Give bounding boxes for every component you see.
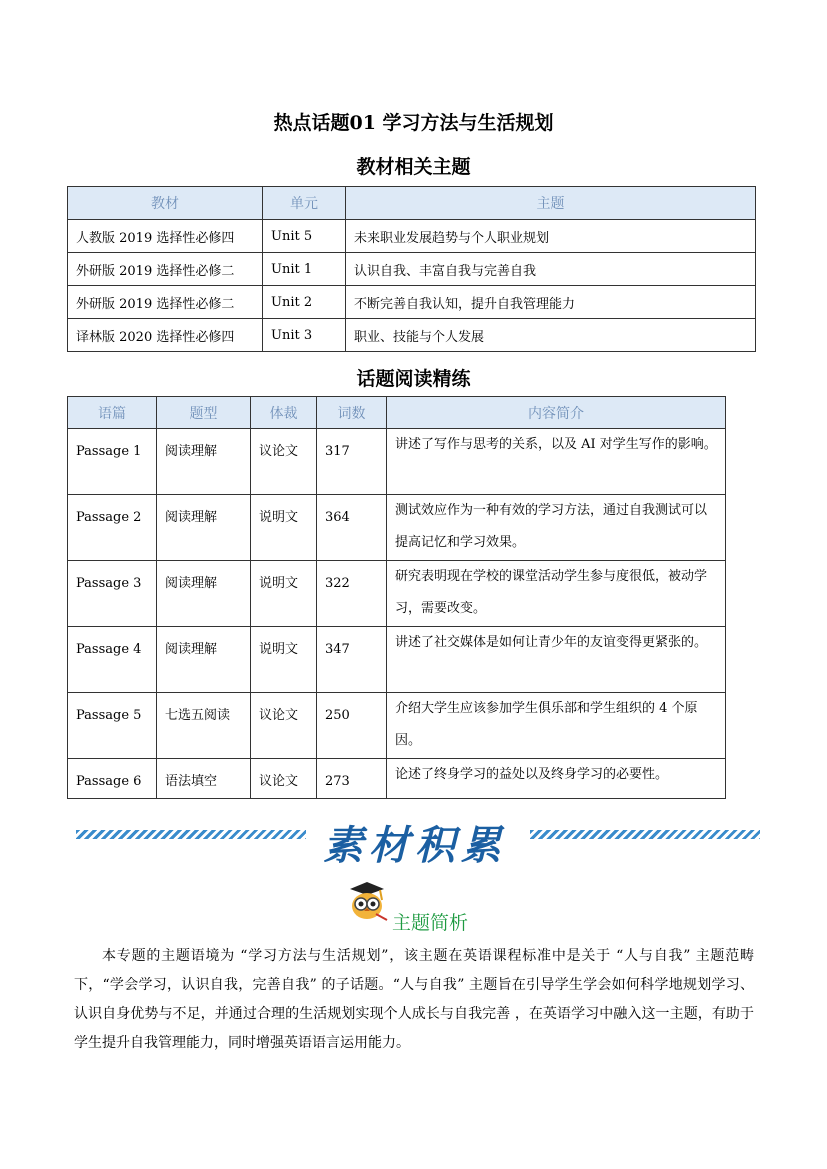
header-cell: 教材 (68, 187, 263, 220)
page-title: 热点话题01 学习方法与生活规划 (273, 112, 554, 134)
header-cell: 体裁 (251, 397, 317, 429)
table-row (68, 495, 726, 561)
table-cell: Unit 2 (263, 286, 346, 319)
table-cell: 讲述了社交媒体是如何让青少年的友谊变得更紧张的。 (387, 627, 726, 693)
table-row (68, 693, 726, 759)
table-cell: 论述了终身学习的益处以及终身学习的必要性。 (387, 759, 726, 799)
table-cell: 不断完善自我认知，提升自我管理能力 (346, 286, 756, 319)
stripe-decoration-right (530, 830, 760, 839)
header-cell: 语篇 (68, 397, 157, 429)
table-cell: 认识自我、丰富自我与完善自我 (346, 253, 756, 286)
table-cell: 议论文 (251, 429, 317, 495)
table-cell: Passage 5 (68, 693, 157, 759)
table-row (68, 429, 726, 495)
table-cell: 阅读理解 (157, 627, 251, 693)
table-cell: 研究表明现在学校的课堂活动学生参与度很低，被动学习，需要改变。 (387, 561, 726, 627)
banner-title: 素材积累 (323, 822, 507, 869)
stripe-decoration-left (76, 830, 306, 839)
table-cell: 250 (317, 693, 387, 759)
table-cell: Unit 3 (263, 319, 346, 352)
table-cell: Passage 3 (68, 561, 157, 627)
table-cell: 317 (317, 429, 387, 495)
section-title-reading: 话题阅读精练 (356, 368, 471, 390)
table-cell: 外研版 2019 选择性必修二 (68, 253, 263, 286)
owl-mascot-icon (346, 880, 388, 922)
table-row (68, 561, 726, 627)
table-cell: 说明文 (251, 627, 317, 693)
table-cell: Passage 1 (68, 429, 157, 495)
header-cell: 主题 (346, 187, 756, 220)
table-row (68, 759, 726, 799)
passage-table (67, 396, 726, 799)
table-header-row (68, 397, 726, 429)
table-cell: Unit 1 (263, 253, 346, 286)
table-cell: 议论文 (251, 759, 317, 799)
table-cell: 阅读理解 (157, 561, 251, 627)
table-cell: 阅读理解 (157, 429, 251, 495)
table-cell: 讲述了写作与思考的关系，以及 AI 对学生写作的影响。 (387, 429, 726, 495)
table-cell: Passage 2 (68, 495, 157, 561)
table-cell: 说明文 (251, 561, 317, 627)
topic-paragraph: 本专题的主题语境为 “学习方法与生活规划”，该主题在英语课程标准中是关于 “人与自我” 主题范畴下，“学会学习，认识自我，完善自我” 的子话题。“人与自我” 主题旨在引导学生学会如何科学地规划学习、认识自身优势与不足，并通过合理的生活规划实现个人成长与自我完善 ，在英语学习中融入这一主题，有助于学生提升自我管理能力，同时增强英语语言运用能力。 (74, 948, 754, 1051)
table-cell: Passage 6 (68, 759, 157, 799)
table-cell: 未来职业发展趋势与个人职业规划 (346, 220, 756, 253)
table-cell: 七选五阅读 (157, 693, 251, 759)
table-cell: 人教版 2019 选择性必修四 (68, 220, 263, 253)
table-row (68, 220, 756, 253)
textbook-table (67, 186, 756, 352)
header-cell: 单元 (263, 187, 346, 220)
table-cell: 职业、技能与个人发展 (346, 319, 756, 352)
header-cell: 词数 (317, 397, 387, 429)
table-cell: 说明文 (251, 495, 317, 561)
table-row (68, 627, 726, 693)
table-row (68, 253, 756, 286)
header-cell: 题型 (157, 397, 251, 429)
table-cell: 364 (317, 495, 387, 561)
table-header-row (68, 187, 756, 220)
subsection-title: 主题简析 (392, 912, 469, 934)
table-row (68, 286, 756, 319)
table-cell: 273 (317, 759, 387, 799)
table-cell: 阅读理解 (157, 495, 251, 561)
table-cell: 322 (317, 561, 387, 627)
table-cell: 语法填空 (157, 759, 251, 799)
table-cell: 译林版 2020 选择性必修四 (68, 319, 263, 352)
header-cell: 内容简介 (387, 397, 726, 429)
table-cell: Passage 4 (68, 627, 157, 693)
table-row (68, 319, 756, 352)
table-cell: 347 (317, 627, 387, 693)
table-cell: Unit 5 (263, 220, 346, 253)
section-banner (0, 806, 827, 876)
table-cell: 介绍大学生应该参加学生俱乐部和学生组织的 4 个原因。 (387, 693, 726, 759)
table-cell: 议论文 (251, 693, 317, 759)
section-title-textbook: 教材相关主题 (356, 156, 471, 178)
table-cell: 外研版 2019 选择性必修二 (68, 286, 263, 319)
table-cell: 测试效应作为一种有效的学习方法，通过自我测试可以提高记忆和学习效果。 (387, 495, 726, 561)
